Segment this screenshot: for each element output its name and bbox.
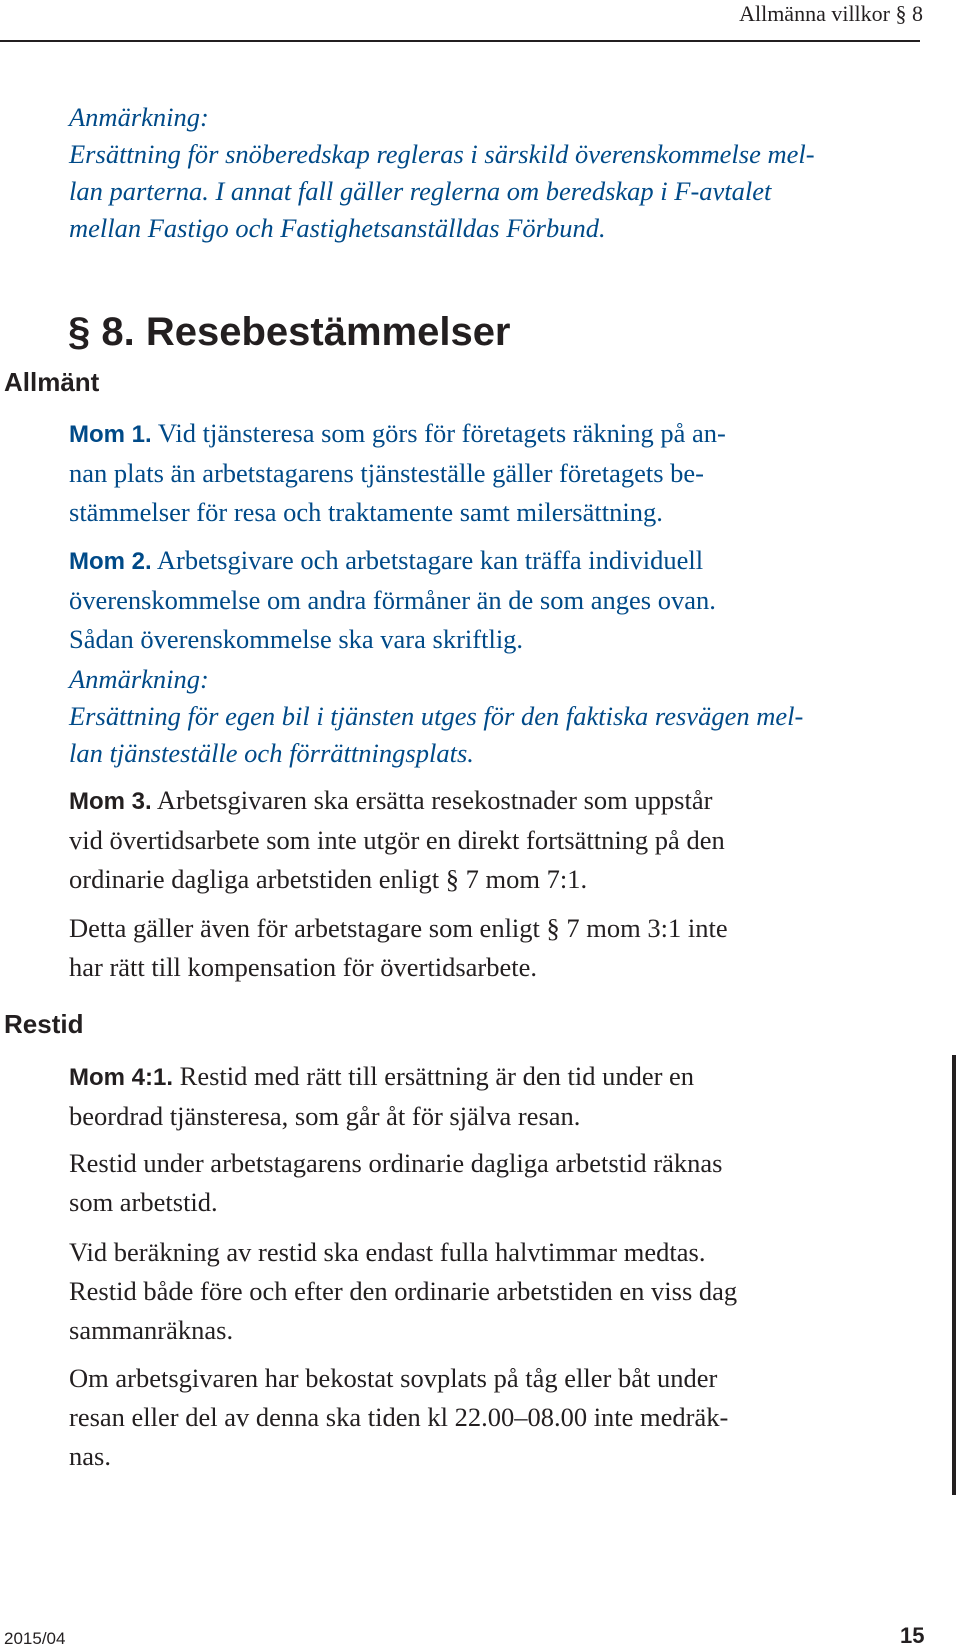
paragraph-line: nas. (69, 1441, 111, 1471)
paragraph-line: vid övertidsarbete som inte utgör en direkt fortsättning på den (69, 825, 725, 855)
note-label: Anmärkning: (69, 664, 209, 694)
margin-label-allmant: Allmänt (4, 367, 100, 397)
paragraph-line (69, 414, 919, 454)
mom-4-1-paragraph-3 (69, 1233, 919, 1350)
paragraph-line (69, 541, 919, 581)
note-line: mellan Fastigo och Fastighetsanställdas Förbund. (69, 213, 606, 243)
paragraph-line: har rätt till kompensation för övertidsarbete. (69, 952, 538, 982)
note-1 (69, 99, 919, 247)
paragraph-text: Vid tjänsteresa som görs för företagets räkning på an- (151, 418, 726, 448)
margin-label-restid: Restid (4, 1009, 84, 1039)
mom-3 (69, 781, 919, 899)
mom-4-1-paragraph-4 (69, 1359, 919, 1476)
paragraph-text: Restid med rätt till ersättning är den tid under en (173, 1061, 695, 1091)
paragraph-line: Restid både före och efter den ordinarie arbetstiden en viss dag (69, 1276, 738, 1306)
paragraph-line (69, 1057, 919, 1097)
paragraph-line: överenskommelse om andra förmåner än de som anges ovan. (69, 585, 716, 615)
paragraph-line: ordinarie dagliga arbetstiden enligt § 7 mom 7:1. (69, 864, 588, 894)
mom-4-1 (69, 1057, 919, 1136)
mom-label: Mom 1. (69, 421, 152, 448)
note-line: Ersättning för egen bil i tjänsten utges för den faktiska resvägen mel- (69, 701, 804, 731)
note-line: Ersättning för snöberedskap regleras i särskild överenskommelse mel- (69, 139, 815, 169)
paragraph-line: Detta gäller även för arbetstagare som enligt § 7 mom 3:1 inte (69, 913, 728, 943)
mom-label: Mom 2. (69, 548, 152, 575)
mom-label: Mom 4:1. (69, 1064, 174, 1091)
paragraph-line: Vid beräkning av restid ska endast fulla halvtimmar medtas. (69, 1237, 706, 1267)
note-line: lan parterna. I annat fall gäller reglerna om beredskap i F-avtalet (69, 176, 772, 206)
mom-4-1-paragraph-2 (69, 1144, 919, 1222)
page-number: 15 (900, 1623, 925, 1648)
paragraph-line: beordrad tjänsteresa, som går åt för själva resan. (69, 1101, 581, 1131)
note-2 (69, 661, 919, 772)
change-bar (952, 1055, 956, 1495)
paragraph-line: nan plats än arbetstagarens tjänsteställe gäller företagets be- (69, 458, 704, 488)
mom-1 (69, 414, 919, 532)
mom-label: Mom 3. (69, 788, 152, 815)
paragraph-line: Om arbetsgivaren har bekostat sovplats på tåg eller båt under (69, 1363, 718, 1393)
paragraph-text: Arbetsgivare och arbetstagare kan träffa individuell (151, 545, 704, 575)
paragraph-line: resan eller del av denna ska tiden kl 22.00–08.00 inte medräk- (69, 1402, 729, 1432)
paragraph-line: Restid under arbetstagarens ordinarie dagliga arbetstid räknas (69, 1148, 723, 1178)
page-header (0, 0, 960, 44)
section-heading: § 8. Resebestämmelser (68, 310, 511, 354)
footer-date: 2015/04 (4, 1629, 66, 1648)
note-line: lan tjänsteställe och förrättningsplats. (69, 738, 474, 768)
paragraph-line (69, 781, 919, 821)
paragraph-text: Arbetsgivaren ska ersätta resekostnader som uppstår (151, 785, 713, 815)
paragraph-line: stämmelser för resa och traktamente samt milersättning. (69, 497, 663, 527)
note-label: Anmärkning: (69, 102, 209, 132)
paragraph-line: som arbetstid. (69, 1187, 218, 1217)
running-header-title: Allmänna villkor § 8 (739, 1, 923, 26)
paragraph-line: Sådan överenskommelse ska vara skriftlig. (69, 624, 524, 654)
header-rule (0, 40, 920, 42)
mom-2 (69, 541, 919, 659)
paragraph-line: sammanräknas. (69, 1315, 234, 1345)
mom-3-paragraph-2 (69, 909, 919, 987)
